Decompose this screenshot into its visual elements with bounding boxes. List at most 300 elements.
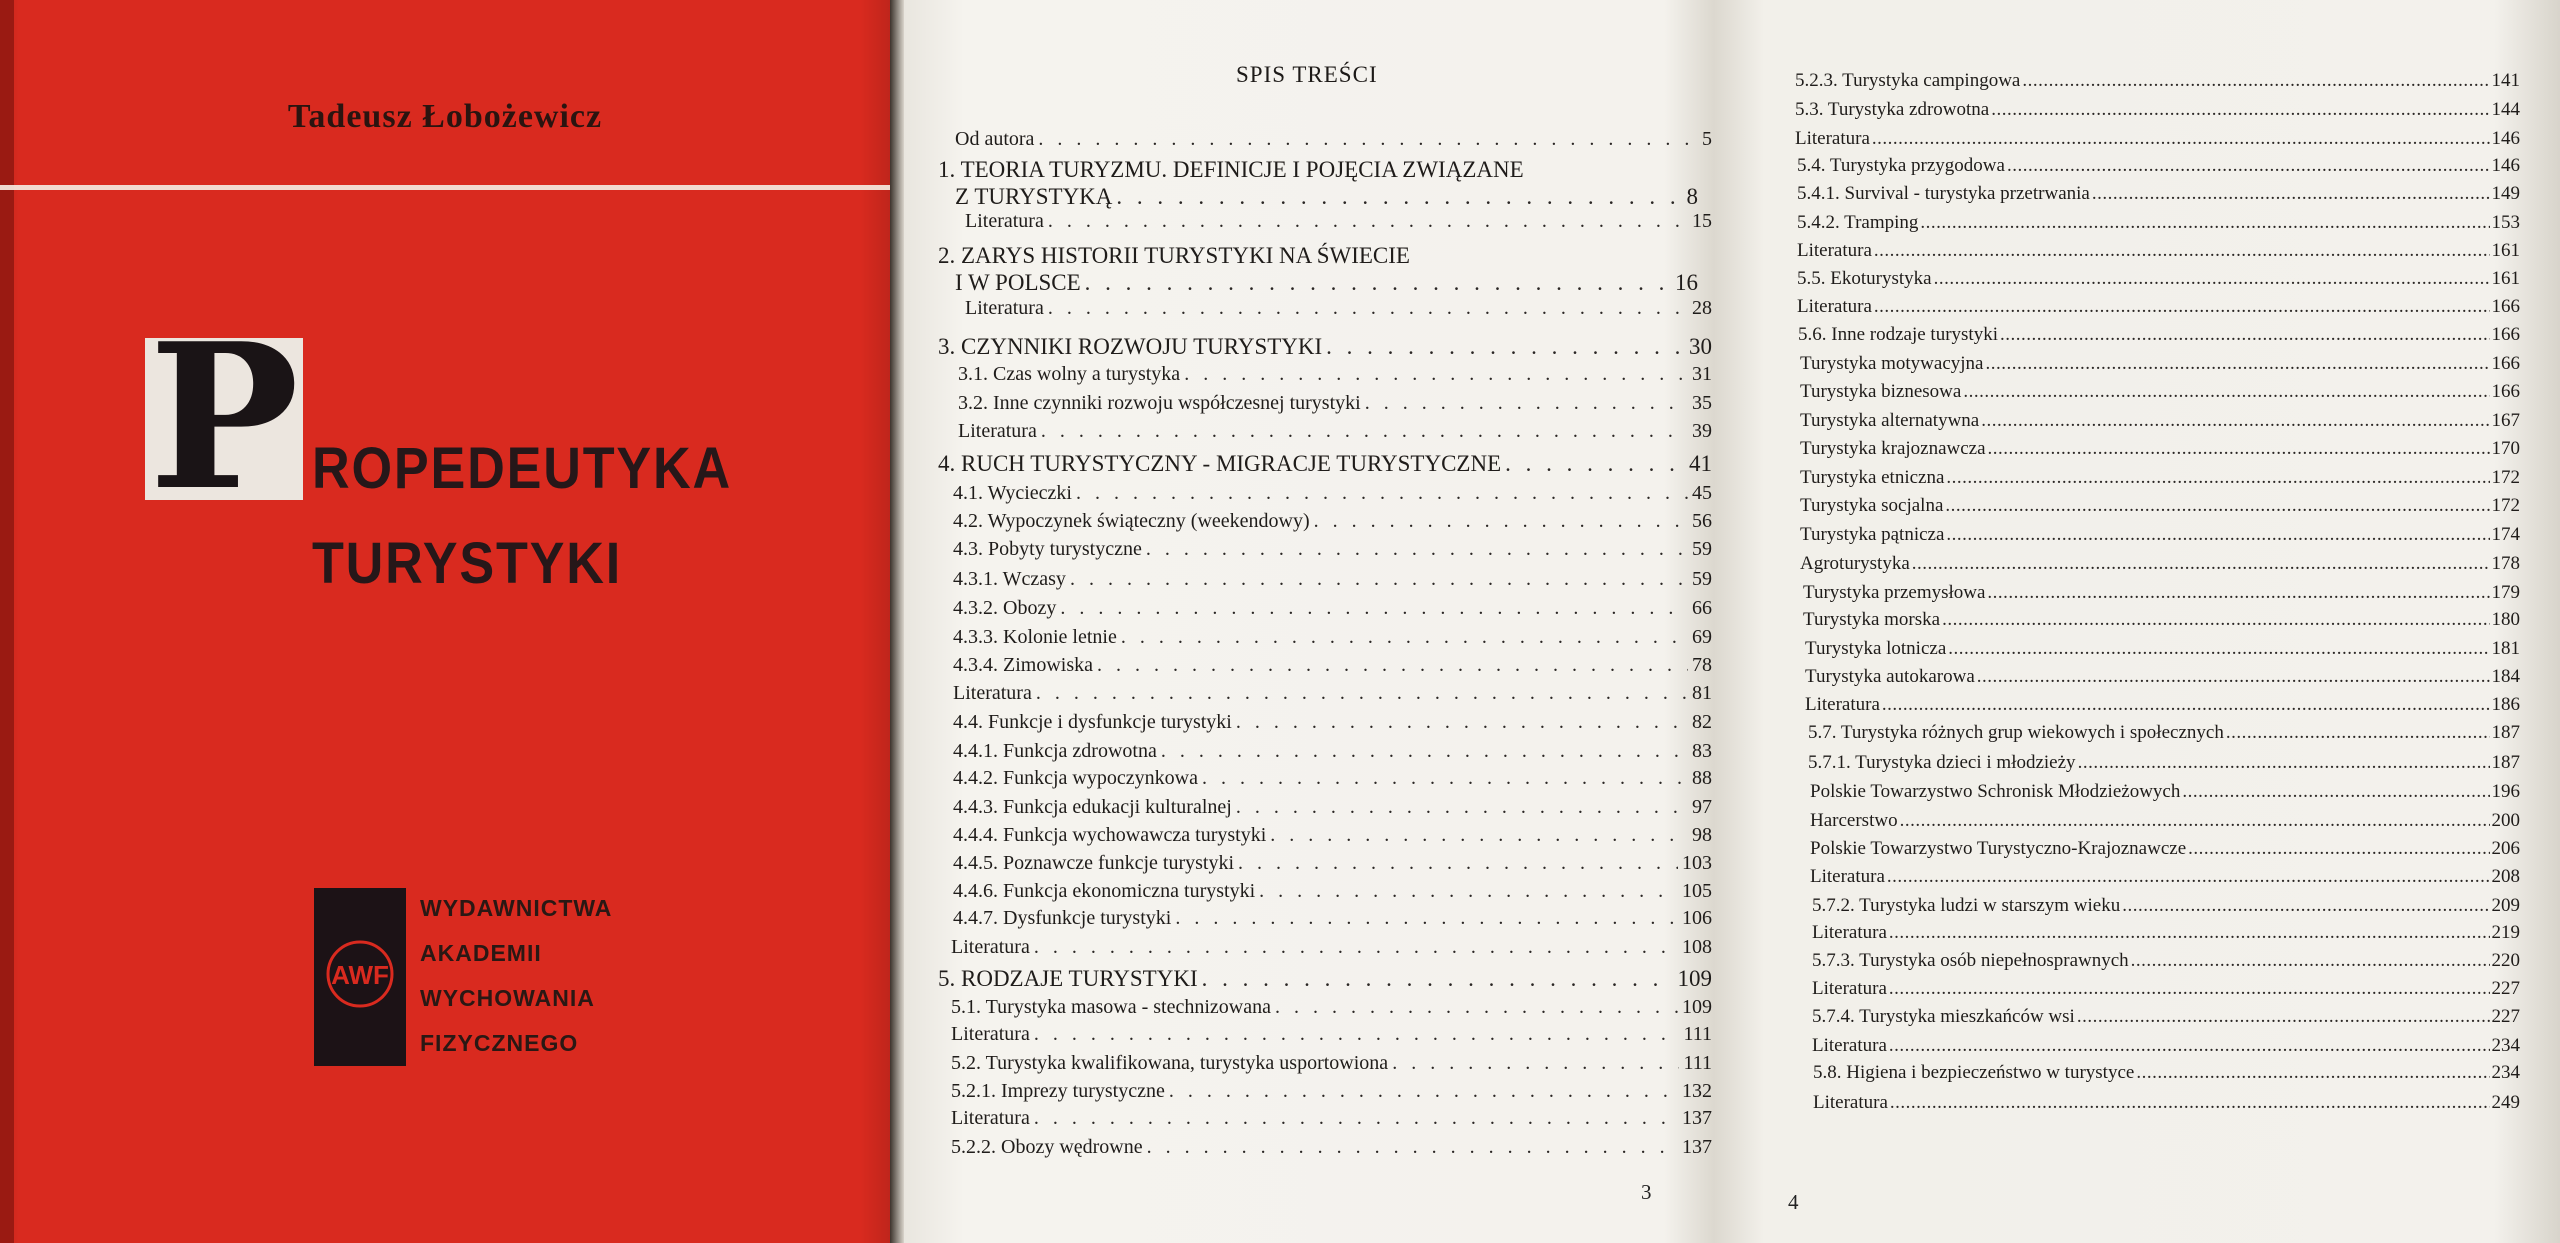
toc-entry [951,1052,1712,1075]
toc-leader-dots [1948,638,2489,660]
toc-entry [938,157,1654,183]
toc-leader-dots [2226,722,2490,744]
page-number-left: 3 [1641,1180,1652,1204]
toc-entry-page: 184 [2491,666,2520,687]
toc-entry [1812,950,2520,972]
toc-entry-page: 66 [1692,597,1712,619]
toc-entry-label: Turystyka autokarowa [1805,666,1975,687]
toc-leader-dots [1874,296,2490,318]
toc-entry-page: 249 [2491,1092,2520,1113]
toc-entry-label: 5. RODZAJE TURYSTYKI [938,966,1198,991]
toc-leader-dots [2078,752,2490,774]
toc-entry-label: Polskie Towarzystwo Turystyczno-Krajoznawcze [1810,838,2187,859]
awf-logo-icon [318,922,402,1022]
toc-entry-page: 5 [1702,128,1712,150]
toc-entry-label: 5.2.3. Turystyka campingowa [1795,70,2021,91]
toc-leader-dots [2182,781,2489,803]
toc-entry-page: 186 [2491,694,2520,715]
toc-entry-label: Turystyka motywacyjna [1800,353,1984,374]
toc-leader-dots [1920,212,2489,234]
toc-entry [1808,722,2520,744]
toc-entry-page: 16 [1675,270,1698,295]
toc-entry [1808,752,2520,774]
toc-entry-page: 174 [2491,524,2520,545]
publisher-line-1: WYDAWNICTWA [420,895,613,921]
toc-entry-page: 234 [2491,1035,2520,1056]
toc-entry [1800,467,2520,489]
toc-leader-dots [1259,880,1678,903]
toc-entry-page: 170 [2491,438,2520,459]
toc-entry-page: 181 [2491,638,2520,659]
toc-leader-dots [1202,767,1688,790]
toc-entry [955,128,1712,151]
toc-entry-page: 132 [1682,1080,1712,1102]
toc-entry-page: 146 [2491,128,2520,149]
toc-entry-page: 166 [2491,324,2520,345]
toc-entry [1813,1062,2520,1084]
toc-entry-label: 5.7.3. Turystyka osób niepełnosprawnych [1812,950,2129,971]
toc-entry [953,767,1712,790]
toc-entry-page: 166 [2491,353,2520,374]
toc-entry [1810,810,2520,832]
toc-entry-label: 4.4.6. Funkcja ekonomiczna turystyki [953,880,1256,902]
toc-entry [951,1107,1712,1130]
toc-entry-page: 59 [1692,538,1712,560]
toc-entry [1812,922,2520,944]
toc-leader-dots [1270,824,1688,847]
toc-entry-label: 5.7.4. Turystyka mieszkańców wsi [1812,1006,2075,1027]
toc-entry [953,740,1712,763]
toc-entry [1797,155,2520,177]
toc-entry-page: 209 [2491,895,2520,916]
toc-entry [951,1080,1712,1103]
toc-leader-dots [1988,438,2490,460]
toc-entry-label: Turystyka krajoznawcza [1800,438,1986,459]
toc-entry [953,597,1712,620]
toc-entry [1795,128,2520,150]
toc-entry-page: 8 [1686,184,1698,209]
toc-entry-label: 5.4.2. Tramping [1797,212,1919,233]
toc-entry-page: 187 [2491,752,2520,773]
toc-entry [958,420,1712,443]
book-gutter [890,0,904,1243]
toc-leader-dots [2136,1062,2489,1084]
toc-leader-dots [1041,420,1688,443]
toc-entry-page: 69 [1692,626,1712,648]
toc-entry [1800,495,2520,517]
toc-leader-dots [1236,711,1688,734]
toc-entry-page: 45 [1692,482,1712,504]
toc-entry-page: 97 [1692,796,1712,818]
toc-entry-label: 5.4. Turystyka przygodowa [1797,155,2005,176]
toc-entry-label: 5.4.1. Survival - turystyka przetrwania [1797,183,2090,204]
toc-entry-page: 172 [2491,495,2520,516]
toc-leader-dots [1505,451,1685,477]
toc-entry-label: 5.5. Ekoturystyka [1797,268,1932,289]
toc-leader-dots [1070,568,1688,591]
toc-entry-label: Turystyka biznesowa [1800,381,1962,402]
toc-leader-dots [1889,1035,2490,1057]
toc-leader-dots [1034,936,1678,959]
toc-leader-dots [1060,597,1688,620]
toc-entry-label: 3.2. Inne czynniki rozwoju współczesnej turystyki [958,392,1361,414]
toc-leader-dots [1175,907,1678,930]
toc-leader-dots [1946,524,2489,546]
toc-leader-dots [1048,297,1688,320]
toc-leader-dots [2131,950,2490,972]
toc-entry-page: 227 [2491,1006,2520,1027]
toc-entry [1810,781,2520,803]
toc-leader-dots [1942,609,2489,631]
toc-entry [1800,353,2520,375]
toc-entry-label: Literatura [1812,922,1887,943]
toc-entry-page: 180 [2491,609,2520,630]
toc-entry-page: 219 [2491,922,2520,943]
title-initial: P [148,300,300,535]
toc-entry-page: 153 [2491,212,2520,233]
toc-entry-page: 166 [2491,381,2520,402]
toc-entry [955,270,1698,296]
toc-leader-dots [1887,866,2490,888]
toc-entry [953,482,1712,505]
toc-entry [955,184,1698,210]
toc-entry [953,654,1712,677]
toc-entry-page: 161 [2491,268,2520,289]
toc-entry [953,711,1712,734]
toc-entry-page: 208 [2491,866,2520,887]
toc-leader-dots [1116,184,1682,210]
toc-entry [958,363,1712,386]
toc-entry [1805,694,2520,716]
toc-entry [1795,99,2520,121]
toc-entry-label: Turystyka alternatywna [1800,410,1980,431]
toc-leader-dots [1034,1107,1678,1130]
toc-entry-page: 28 [1692,297,1712,319]
toc-entry [1813,1092,2520,1114]
toc-entry [938,966,1712,992]
toc-entry-page: 149 [2491,183,2520,204]
toc-entry [953,796,1712,819]
toc-leader-dots [1934,268,2490,290]
toc-entry-label: I W POLSCE [955,270,1081,295]
toc-entry-page: 220 [2491,950,2520,971]
toc-entry-page: 31 [1692,363,1712,385]
toc-leader-dots [2077,1006,2490,1028]
toc-entry [1805,666,2520,688]
toc-entry [1803,609,2520,631]
toc-entry-page: 103 [1682,852,1712,874]
toc-leader-dots [1121,626,1688,649]
toc-entry-page: 88 [1692,767,1712,789]
author-name: Tadeusz Łobożewicz [287,98,603,135]
toc-entry-label: 4.4. Funkcje i dysfunkcje turystyki [953,711,1232,733]
toc-entry-label: Literatura [1797,240,1872,261]
toc-leader-dots [2122,895,2489,917]
toc-leader-dots [1991,99,2489,121]
toc-entry-page: 178 [2491,553,2520,574]
toc-entry-label: 3. CZYNNIKI ROZWOJU TURYSTYKI [938,334,1323,359]
toc-leader-dots [1946,467,2489,489]
publisher-line-3: WYCHOWANIA [420,985,595,1011]
toc-leader-dots [1314,510,1688,533]
toc-entry-page: 167 [2491,410,2520,431]
toc-entry-page: 98 [1692,824,1712,846]
toc-leader-dots [1048,210,1688,233]
toc-entry-label: 5.2.1. Imprezy turystyczne [951,1080,1165,1102]
toc-entry-page: 137 [1682,1107,1712,1129]
toc-entry [1812,978,2520,1000]
toc-leader-dots [1987,582,2489,604]
toc-entry-page: 41 [1689,451,1712,476]
title-line-1: ROPEDEUTYKA [312,436,733,501]
toc-entry [953,568,1712,591]
toc-entry-label: Polskie Towarzystwo Schronisk Młodzieżowych [1810,781,2181,802]
toc-entry [1800,553,2520,575]
toc-entry-page: 172 [2491,467,2520,488]
toc-entry-label: Literatura [1810,866,1885,887]
toc-entry-page: 234 [2491,1062,2520,1083]
toc-entry-page: 144 [2491,99,2520,120]
toc-entry-label: 4. RUCH TURYSTYCZNY - MIGRACJE TURYSTYCZNE [938,451,1502,476]
toc-leader-dots [1981,410,2489,432]
toc-entry [1812,1035,2520,1057]
publisher-line-2: AKADEMII [420,940,542,966]
toc-entry-label: Turystyka przemysłowa [1803,582,1986,603]
toc-entry [953,510,1712,533]
toc-entry-label: 5.8. Higiena i bezpieczeństwo w turystyce [1813,1062,2135,1083]
toc-leader-dots [1146,538,1688,561]
toc-entry-page: 81 [1692,682,1712,704]
toc-entry [953,880,1712,903]
toc-entry-page: 56 [1692,510,1712,532]
toc-entry-label: 4.3.1. Wczasy [953,568,1066,590]
toc-leader-dots [1890,1092,2490,1114]
toc-entry-label: 4.2. Wypoczynek świąteczny (weekendowy) [953,510,1310,532]
toc-entry-page: 105 [1682,880,1712,902]
toc-entry [953,852,1712,875]
toc-entry [1800,381,2520,403]
toc-leader-dots [1963,381,2489,403]
toc-entry-page: 111 [1683,1052,1712,1074]
toc-entry-page: 227 [2491,978,2520,999]
toc-entry-label: Turystyka socjalna [1800,495,1944,516]
toc-entry [953,538,1712,561]
toc-entry-label: Literatura [1812,978,1887,999]
toc-leader-dots [1392,1052,1679,1075]
toc-entry-page: 200 [2491,810,2520,831]
toc-leader-dots [2092,183,2490,205]
toc-entry [1800,524,2520,546]
toc-leader-dots [2007,155,2490,177]
toc-entry [1797,296,2520,318]
toc-entry [951,1136,1712,1159]
toc-entry [1797,268,2520,290]
toc-entry-page: 78 [1692,654,1712,676]
toc-entry-label: 4.4.3. Funkcja edukacji kulturalnej [953,796,1232,818]
toc-entry-label: 5.1. Turystyka masowa - stechnizowana [951,996,1271,1018]
toc-entry-label: 4.1. Wycieczki [953,482,1072,504]
toc-entry-page: 196 [2491,781,2520,802]
toc-entry-label: Literatura [951,1107,1030,1129]
toc-entry-label: 4.4.5. Poznawcze funkcje turystyki [953,852,1235,874]
toc-entry-page: 30 [1689,334,1712,359]
toc-leader-dots [1184,363,1688,386]
toc-leader-dots [1977,666,2490,688]
toc-leader-dots [1945,495,2489,517]
toc-leader-dots [1326,334,1685,360]
toc-entry [938,334,1712,360]
toc-entry-label: Turystyka pątnicza [1800,524,1945,545]
book-cover [0,0,890,1243]
toc-entry-page: 82 [1692,711,1712,733]
toc-leader-dots [1085,270,1671,296]
toc-entry-label: 3.1. Czas wolny a turystyka [958,363,1181,385]
toc-entry-page: 141 [2491,70,2520,91]
awf-logo-letters: AWF [331,960,389,990]
title-line-2: TURYSTYKI [312,531,623,596]
page-number-right: 4 [1788,1190,1799,1214]
toc-leader-dots [1365,392,1688,415]
toc-entry-label: Literatura [953,682,1032,704]
toc-entry-label: Literatura [1795,128,1870,149]
toc-entry-label: Literatura [1813,1092,1888,1113]
toc-entry-page: 206 [2491,838,2520,859]
toc-entry-label: Literatura [958,420,1037,442]
toc-entry [953,626,1712,649]
toc-entry [951,936,1712,959]
toc-entry-label: 4.3. Pobyty turystyczne [953,538,1142,560]
toc-entry [953,907,1712,930]
toc-entry-page: 179 [2491,582,2520,603]
toc-entry-label: Literatura [1797,296,1872,317]
toc-entry-label: Literatura [1812,1035,1887,1056]
toc-leader-dots [2188,838,2489,860]
toc-entry-page: 59 [1692,568,1712,590]
toc-leader-dots [1874,240,2490,262]
toc-leader-dots [1889,922,2490,944]
toc-leader-dots [1169,1080,1678,1103]
toc-entry-page: 109 [1677,966,1712,991]
toc-entry-page: 146 [2491,155,2520,176]
toc-entry-label: 5.3. Turystyka zdrowotna [1795,99,1990,120]
toc-entry-label: Harcerstwo [1810,810,1898,831]
toc-leader-dots [1912,553,2490,575]
toc-entry-page: 106 [1682,907,1712,929]
toc-entry-label: 5.7.1. Turystyka dzieci i młodzieży [1808,752,2076,773]
toc-entry-label: 5.2. Turystyka kwalifikowana, turystyka usportowiona [951,1052,1389,1074]
toc-entry [951,1023,1712,1046]
toc-entry-label: Agroturystyka [1800,553,1910,574]
toc-entry-page: 111 [1683,1023,1712,1045]
toc-entry [965,210,1712,233]
toc-entry-label: Literatura [951,1023,1030,1045]
toc-leader-dots [1985,353,2489,375]
toc-entry-label: 4.4.7. Dysfunkcje turystyki [953,907,1172,929]
toc-leader-dots [1147,1136,1678,1159]
toc-entry-page: 161 [2491,240,2520,261]
toc-leader-dots [1097,654,1688,677]
toc-entry-label: 2. ZARYS HISTORII TURYSTYKI NA ŚWIECIE [938,243,1410,268]
toc-leader-dots [1034,1023,1680,1046]
toc-entry-page: 108 [1682,936,1712,958]
toc-leader-dots [1900,810,2490,832]
toc-leader-dots [1076,482,1688,505]
toc-entry-label: Literatura [951,936,1030,958]
toc-leader-dots [1036,682,1688,705]
toc-entry-label: Z TURYSTYKĄ [955,184,1113,209]
toc-entry-page: 109 [1682,996,1712,1018]
toc-leader-dots [2000,324,2490,346]
toc-leader-dots [1882,694,2490,716]
toc-entry [1797,183,2520,205]
toc-leader-dots [1238,852,1678,875]
toc-entry-page: 166 [2491,296,2520,317]
toc-entry-label: 5.6. Inne rodzaje turystyki [1798,324,1998,345]
toc-leader-dots [1236,796,1688,819]
toc-entry-page: 83 [1692,740,1712,762]
toc-entry-label: 4.4.2. Funkcja wypoczynkowa [953,767,1198,789]
toc-entry [965,297,1712,320]
toc-entry-label: 4.3.4. Zimowiska [953,654,1093,676]
toc-leader-dots [1872,128,2490,150]
toc-entry-label: Literatura [965,297,1044,319]
toc-leader-dots [1038,128,1698,151]
toc-leader-dots [1202,966,1674,992]
toc-entry-label: Od autora [955,128,1035,150]
toc-leader-dots [1275,996,1678,1019]
toc-leader-dots [1889,978,2490,1000]
toc-entry [1810,866,2520,888]
toc-entry [958,392,1712,415]
toc-entry-page: 39 [1692,420,1712,442]
toc-entry-label: 5.2.2. Obozy wędrowne [951,1136,1143,1158]
toc-entry-page: 35 [1692,392,1712,414]
toc-entry-page: 137 [1682,1136,1712,1158]
cover-divider-line [0,185,890,190]
toc-entry [1798,324,2520,346]
toc-entry [1803,582,2520,604]
toc-entry [938,243,1640,269]
toc-entry [938,451,1712,477]
toc-entry [1797,212,2520,234]
toc-entry [1795,70,2520,92]
toc-leader-dots [2022,70,2489,92]
toc-entry-page: 187 [2491,722,2520,743]
toc-entry [951,996,1712,1019]
toc-entry [1812,895,2520,917]
toc-entry-page: 15 [1692,210,1712,232]
toc-entry [1810,838,2520,860]
toc-entry [1800,410,2520,432]
toc-entry-label: 4.4.4. Funkcja wychowawcza turystyki [953,824,1267,846]
toc-entry-label: 1. TEORIA TURYZMU. DEFINICJE I POJĘCIA ZWIĄZANE [938,157,1524,182]
toc-entry-label: 4.3.3. Kolonie letnie [953,626,1117,648]
toc-entry-label: Literatura [965,210,1044,232]
toc-entry-label: Turystyka lotnicza [1805,638,1947,659]
toc-entry-label: Turystyka etniczna [1800,467,1945,488]
toc-entry-label: 5.7. Turystyka różnych grup wiekowych i społecznych [1808,722,2224,743]
toc-entry [1812,1006,2520,1028]
publisher-line-4: FIZYCZNEGO [420,1030,579,1056]
toc-entry [953,824,1712,847]
toc-entry-label: 4.4.1. Funkcja zdrowotna [953,740,1157,762]
toc-entry [1805,638,2520,660]
toc-entry [1800,438,2520,460]
toc-entry-label: Literatura [1805,694,1880,715]
toc-leader-dots [1161,740,1688,763]
toc-entry [1797,240,2520,262]
toc-entry-label: Turystyka morska [1803,609,1941,630]
